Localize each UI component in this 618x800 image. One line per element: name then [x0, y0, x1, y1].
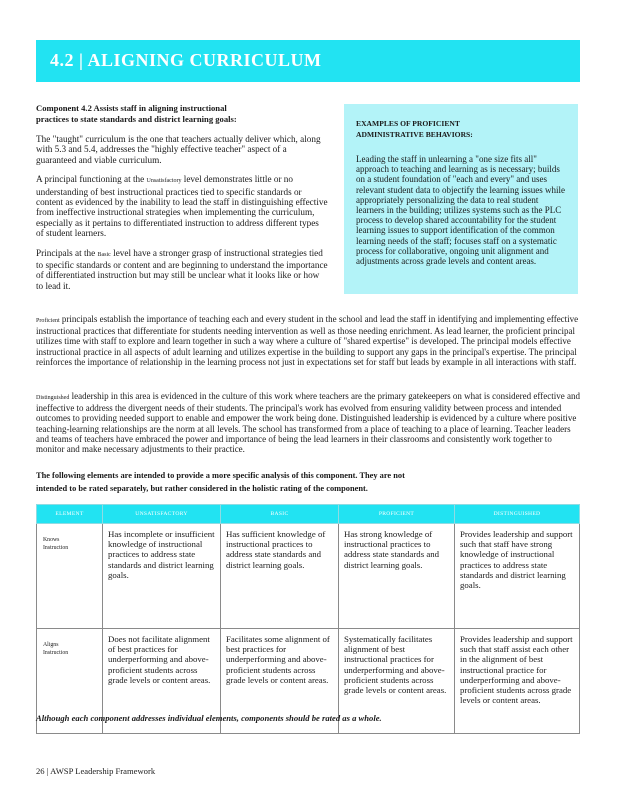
table-header-row	[37, 505, 580, 524]
analysis-line2: intended to be rated separately, but rather considered in the holistic rating of the component.	[36, 484, 368, 493]
basic-paragraph	[36, 248, 328, 292]
element-name-line2: Instruction	[43, 650, 69, 656]
footer-separator: |	[46, 766, 49, 776]
cell-distinguished: Provides leadership and support such that staff have strong knowledge of instructional practices to address state standards and district learning goals.	[455, 524, 580, 629]
section-banner	[36, 40, 580, 82]
page-footer	[36, 766, 155, 776]
intro-paragraph: The "taught" curriculum is the one that teachers actually deliver which, along with 5.3 and 5.4, addresses the "highly effective teacher" aspect of a guaranteed and viable curriculum.	[36, 134, 321, 165]
cell-basic: Has sufficient knowledge of instructional practices to address state standards and district learning goals.	[221, 524, 339, 629]
proficient-tag: Proficient	[36, 318, 60, 324]
header-proficient: PROFICIENT	[339, 505, 455, 524]
cell-unsatisfactory: Has incomplete or insufficient knowledge of instructional practices to address state standards and district learning goals.	[103, 524, 221, 629]
cell-distinguished: Provides leadership and support such that staff assist each other in the alignment of best instructional practice for underperforming and above-proficient students across grade levels or content areas.	[455, 629, 580, 734]
element-name-line1: Knows	[43, 537, 60, 543]
sidebox-title-line1: EXAMPLES OF PROFICIENT	[356, 119, 460, 128]
unsat-tag: Unsatisfactory	[146, 178, 182, 185]
basic-tag: Basic	[97, 251, 111, 258]
page-number: 26	[36, 766, 45, 776]
proficient-paragraph	[36, 314, 582, 367]
cell-unsatisfactory: Does not facilitate alignment of best practices for underperforming and above-proficient students across grade levels or content areas.	[103, 629, 221, 734]
proficient-text: principals establish the importance of teaching each and every student in the school and lead the staff in identifying and implementing effective instructional practices that differentiate for students needing intervention as well as those needing enrichment. As lead learner, the proficient principal utilizes time with staff to explore and learn together in such a way where a culture of "shared expertise" is developed. The principal models effective instructional practice in all aspects of adult learning and utilizes expertise in the building to support any gaps in the principal's expertise. The principal reinforces the importance of relationship in the learning process not just in expectations set for staff but leads by example in all interactions with staff.	[36, 314, 579, 367]
footer-text: AWSP Leadership Framework	[50, 766, 156, 776]
element-name-line1: Aligns	[43, 642, 59, 648]
distinguished-paragraph	[36, 391, 582, 454]
cell-proficient: Has strong knowledge of instructional practices to address state standards and district learning goals.	[339, 524, 455, 629]
sidebox-body: Leading the staff in unlearning a "one size fits all" approach to teaching and learning as is necessary; builds on a student foundation of "each and every" and uses relevant student data to objectify the learning issues while appropriately personalizing the data to real student learners in the building; utilizes systems such as the PLC process to develop shared accountability for the student learning issues to support identification of the common learning needs of the staff; focuses staff on a systematic process for collaborative, ongoing unit alignment and adjustments across grade levels and content areas.	[356, 154, 565, 267]
unsatisfactory-paragraph	[36, 174, 328, 238]
distinguished-tag: Distinguished	[36, 395, 70, 401]
unsat-prefix: A principal functioning at the	[36, 174, 145, 185]
cell-basic: Facilitates some alignment of best practices for underperforming and above-proficient students across grade levels or content areas.	[221, 629, 339, 734]
sidebox-title-line2: ADMINISTRATIVE BEHAVIORS:	[356, 130, 473, 139]
elements-table	[36, 504, 580, 734]
proficient-examples-box	[344, 104, 578, 294]
basic-text: level have a stronger grasp of instructional strategies tied to specific standards or content and are beginning to understand the importance of differentiated instruction but may still be unclear what it looks like or how to lead it.	[36, 247, 328, 291]
unsat-text: level demonstrates little or no understanding of best instructional practices tied to specific standards or content as evidenced by the inability to lead the staff in distinguishing effective from ineffective instructional strategies when implementing the curriculum, especially as it pertains to differentiated instruction to address different types of student learners.	[36, 174, 328, 239]
distinguished-text: leadership in this area is evidenced in the culture of this work where teachers are the primary gatekeepers on what is considered effective and ineffective to address the divergent needs of their students. The principal's work has evolved from ensuring validity between process and intended outcomes to providing needed support to enable and empower the work being done. Distinguished leadership is evidenced by a culture where positive teaching-learning relationships are the norm at all levels. The school has transformed from a place of teaching to a place of learning. Teacher leaders and teams of teachers have embraced the power and importance of being the lead learners in their classrooms and consistently work together to monitor and make necessary adjustments to their practice.	[36, 391, 580, 455]
analysis-line1: The following elements are intended to provide a more specific analysis of this component. They are not	[36, 471, 405, 480]
section-title: 4.2 | ALIGNING CURRICULUM	[50, 50, 322, 70]
component-intro	[36, 103, 328, 300]
component-heading-line1: Component 4.2 Assists staff in aligning instructional	[36, 103, 227, 113]
header-distinguished: DISTINGUISHED	[455, 505, 580, 524]
cell-proficient: Systematically facilitates alignment of best instructional practices for underperforming and above-proficient students across grade levels or content areas.	[339, 629, 455, 734]
table-row	[37, 524, 580, 629]
analysis-note	[36, 469, 582, 495]
component-heading	[36, 103, 328, 125]
row-element-label	[37, 524, 103, 629]
basic-prefix: Principals at the	[36, 247, 96, 258]
header-unsatisfactory: UNSATISFACTORY	[103, 505, 221, 524]
rating-note: Although each component addresses individual elements, components should be rated as a whole.	[36, 713, 382, 723]
sidebox-title	[356, 118, 566, 140]
element-name-line2: Instruction	[43, 545, 69, 551]
component-heading-line2: practices to state standards and district learning goals:	[36, 114, 237, 124]
header-element: ELEMENT	[37, 505, 103, 524]
header-basic: BASIC	[221, 505, 339, 524]
